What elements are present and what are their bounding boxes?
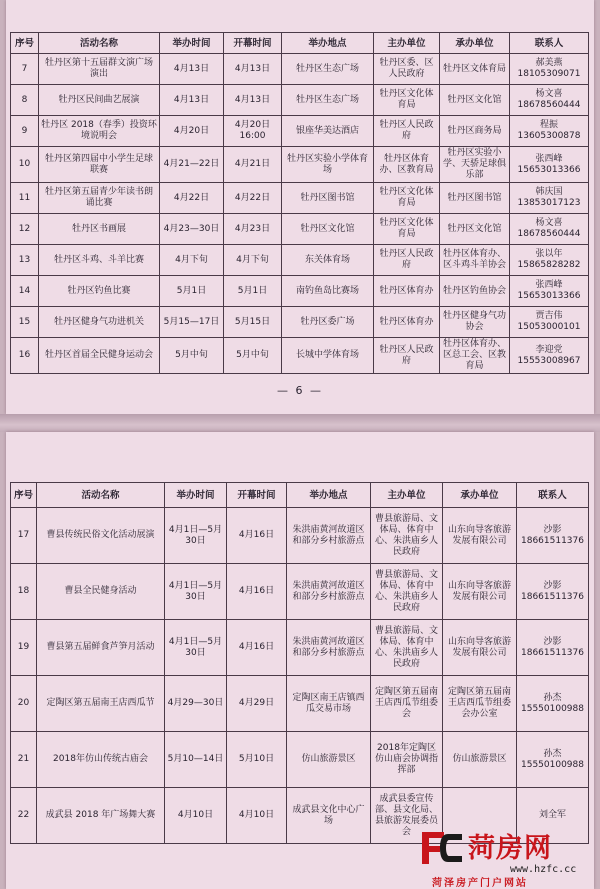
organizer-unit-cell: 牡丹区文体育局 (440, 54, 510, 85)
venue-cell: 仿山旅游景区 (287, 732, 371, 788)
event-time-cell: 5月中旬 (160, 338, 224, 374)
venue-cell: 东关体育场 (282, 245, 374, 276)
contact-person-cell: 张西峰 15653013366 (510, 147, 589, 183)
opening-time-cell: 4月下旬 (224, 245, 282, 276)
venue-cell: 朱洪庙黄河故道区和部分乡村旅游点 (287, 508, 371, 564)
column-header: 联系人 (517, 483, 589, 508)
venue-cell: 朱洪庙黄河故道区和部分乡村旅游点 (287, 564, 371, 620)
venue-cell: 牡丹区文化馆 (282, 214, 374, 245)
column-header: 举办时间 (165, 483, 227, 508)
table-row (11, 508, 589, 564)
event-time-cell: 5月15—17日 (160, 307, 224, 338)
venue-cell: 牡丹区实验小学体育场 (282, 147, 374, 183)
event-time-cell: 4月23—30日 (160, 214, 224, 245)
row-number-cell: 7 (11, 54, 39, 85)
table-row (11, 183, 589, 214)
logo-name: 菏房网 (468, 833, 552, 864)
contact-person-cell: 孙杰 15550100988 (517, 676, 589, 732)
event-time-cell: 4月29—30日 (165, 676, 227, 732)
row-number-cell: 17 (11, 508, 37, 564)
table-row (11, 245, 589, 276)
organizer-unit-cell: 定陶区第五届南王店西瓜节组委会办公室 (443, 676, 517, 732)
host-unit-cell: 牡丹区体育办 (374, 307, 440, 338)
organizer-unit-cell: 牡丹区健身气功协会 (440, 307, 510, 338)
opening-time-cell: 4月10日 (227, 788, 287, 844)
table-row (11, 564, 589, 620)
row-number-cell: 21 (11, 732, 37, 788)
venue-cell: 银座华美达酒店 (282, 116, 374, 147)
venue-cell: 南钓鱼岛比赛场 (282, 276, 374, 307)
activity-name-cell: 牡丹区钓鱼比赛 (39, 276, 160, 307)
column-header: 举办时间 (160, 33, 224, 54)
contact-person-cell: 贾吉伟 15053000101 (510, 307, 589, 338)
activity-name-cell: 牡丹区第五届青少年读书朗诵比赛 (39, 183, 160, 214)
table-row (11, 620, 589, 676)
row-number-cell: 8 (11, 85, 39, 116)
contact-person-cell: 张西峰 15653013366 (510, 276, 589, 307)
row-number-cell: 22 (11, 788, 37, 844)
column-header: 开幕时间 (227, 483, 287, 508)
row-number-cell: 18 (11, 564, 37, 620)
event-time-cell: 4月1日—5月30日 (165, 564, 227, 620)
table-row (11, 338, 589, 374)
logo-mark-icon (418, 828, 466, 868)
opening-time-cell: 4月23日 (224, 214, 282, 245)
column-header: 举办地点 (287, 483, 371, 508)
page-gap (0, 414, 600, 432)
page-number: — 6 — (277, 384, 323, 397)
column-header: 联系人 (510, 33, 589, 54)
activity-name-cell: 牡丹区民间曲艺展演 (39, 85, 160, 116)
host-unit-cell: 牡丹区文化体育局 (374, 85, 440, 116)
opening-time-cell: 4月29日 (227, 676, 287, 732)
contact-person-cell: 孙杰 15550100988 (517, 732, 589, 788)
contact-person-cell: 沙影 18661511376 (517, 620, 589, 676)
column-header: 举办地点 (282, 33, 374, 54)
event-time-cell: 5月10—14日 (165, 732, 227, 788)
event-time-cell: 4月1日—5月30日 (165, 620, 227, 676)
venue-cell: 牡丹区生态广场 (282, 54, 374, 85)
opening-time-cell: 4月16日 (227, 564, 287, 620)
host-unit-cell: 曹县旅游局、文体局、体育中心、朱洪庙乡人民政府 (371, 508, 443, 564)
column-header: 序号 (11, 33, 39, 54)
venue-cell: 成武县文化中心广场 (287, 788, 371, 844)
opening-time-cell: 4月21日 (224, 147, 282, 183)
organizer-unit-cell: 牡丹区钓鱼协会 (440, 276, 510, 307)
table-row (11, 276, 589, 307)
event-time-cell: 4月20日 (160, 116, 224, 147)
table-row (11, 147, 589, 183)
host-unit-cell: 牡丹区人民政府 (374, 245, 440, 276)
activity-name-cell: 牡丹区第十五届群文演广场演出 (39, 54, 160, 85)
table-row (11, 116, 589, 147)
logo-url: www.hzfc.cc (510, 864, 577, 875)
contact-person-cell: 郝美燕 18105309071 (510, 54, 589, 85)
table-row (11, 676, 589, 732)
event-time-cell: 4月10日 (165, 788, 227, 844)
opening-time-cell: 5月10日 (227, 732, 287, 788)
row-number-cell: 12 (11, 214, 39, 245)
event-time-cell: 5月1日 (160, 276, 224, 307)
activity-name-cell: 定陶区第五届南王店西瓜节 (37, 676, 165, 732)
organizer-unit-cell: 牡丹区体育办、区总工会、区教育局 (440, 338, 510, 374)
row-number-cell: 11 (11, 183, 39, 214)
contact-person-cell: 李迎党 15553008967 (510, 338, 589, 374)
contact-person-cell: 杨文喜 18678560444 (510, 85, 589, 116)
column-header: 序号 (11, 483, 37, 508)
activity-name-cell: 牡丹区第四届中小学生足球联赛 (39, 147, 160, 183)
contact-person-cell: 杨文喜 18678560444 (510, 214, 589, 245)
host-unit-cell: 曹县旅游局、文体局、体育中心、朱洪庙乡人民政府 (371, 564, 443, 620)
table-header-row (11, 483, 589, 508)
organizer-unit-cell: 牡丹区商务局 (440, 116, 510, 147)
opening-time-cell: 5月中旬 (224, 338, 282, 374)
host-unit-cell: 牡丹区委、区人民政府 (374, 54, 440, 85)
logo-slogan: 菏泽房产门户网站 (432, 878, 528, 889)
contact-person-cell: 程振 13605300878 (510, 116, 589, 147)
contact-person-cell: 沙影 18661511376 (517, 564, 589, 620)
column-header: 开幕时间 (224, 33, 282, 54)
activity-name-cell: 牡丹区书画展 (39, 214, 160, 245)
table-header-row (11, 33, 589, 54)
column-header: 活动名称 (39, 33, 160, 54)
row-number-cell: 20 (11, 676, 37, 732)
contact-person-cell: 张以年 15865828282 (510, 245, 589, 276)
host-unit-cell: 成武县委宣传部、县文化局、县旅游发展委员会 (371, 788, 443, 844)
event-time-cell: 4月21—22日 (160, 147, 224, 183)
column-header: 承办单位 (440, 33, 510, 54)
opening-time-cell: 4月13日 (224, 54, 282, 85)
venue-cell: 牡丹区图书馆 (282, 183, 374, 214)
row-number-cell: 13 (11, 245, 39, 276)
activity-table-bottom (10, 482, 589, 844)
host-unit-cell: 牡丹区体育办 (374, 276, 440, 307)
row-number-cell: 15 (11, 307, 39, 338)
host-unit-cell: 牡丹区体育办、区教育局 (374, 147, 440, 183)
venue-cell: 牡丹区生态广场 (282, 85, 374, 116)
activity-name-cell: 2018年仿山传统古庙会 (37, 732, 165, 788)
row-number-cell: 9 (11, 116, 39, 147)
activity-name-cell: 成武县 2018 年广场舞大赛 (37, 788, 165, 844)
organizer-unit-cell: 山东向导客旅游发展有限公司 (443, 620, 517, 676)
row-number-cell: 14 (11, 276, 39, 307)
venue-cell: 长城中学体育场 (282, 338, 374, 374)
venue-cell: 牡丹区委广场 (282, 307, 374, 338)
venue-cell: 朱洪庙黄河故道区和部分乡村旅游点 (287, 620, 371, 676)
activity-name-cell: 曹县全民健身活动 (37, 564, 165, 620)
host-unit-cell: 牡丹区文化体育局 (374, 183, 440, 214)
organizer-unit-cell: 山东向导客旅游发展有限公司 (443, 508, 517, 564)
organizer-unit-cell: 牡丹区体育办、区斗鸡斗羊协会 (440, 245, 510, 276)
organizer-unit-cell: 山东向导客旅游发展有限公司 (443, 564, 517, 620)
organizer-unit-cell: 仿山旅游景区 (443, 732, 517, 788)
event-time-cell: 4月22日 (160, 183, 224, 214)
opening-time-cell: 5月1日 (224, 276, 282, 307)
column-header: 承办单位 (443, 483, 517, 508)
column-header: 活动名称 (37, 483, 165, 508)
activity-name-cell: 牡丹区斗鸡、斗羊比赛 (39, 245, 160, 276)
opening-time-cell: 4月16日 (227, 620, 287, 676)
activity-table-top (10, 32, 589, 374)
row-number-cell: 16 (11, 338, 39, 374)
activity-name-cell: 曹县第五届鲜食芦笋月活动 (37, 620, 165, 676)
table-row (11, 307, 589, 338)
document-page-6 (6, 0, 594, 414)
event-time-cell: 4月1日—5月30日 (165, 508, 227, 564)
event-time-cell: 4月13日 (160, 85, 224, 116)
opening-time-cell: 4月22日 (224, 183, 282, 214)
host-unit-cell: 曹县旅游局、文体局、体育中心、朱洪庙乡人民政府 (371, 620, 443, 676)
table-row (11, 732, 589, 788)
column-header: 主办单位 (371, 483, 443, 508)
table-row (11, 54, 589, 85)
row-number-cell: 19 (11, 620, 37, 676)
opening-time-cell: 5月15日 (224, 307, 282, 338)
activity-name-cell: 曹县传统民俗文化活动展演 (37, 508, 165, 564)
organizer-unit-cell: 牡丹区文化馆 (440, 85, 510, 116)
contact-person-cell: 沙影 18661511376 (517, 508, 589, 564)
venue-cell: 定陶区南王店镇西瓜交易市场 (287, 676, 371, 732)
organizer-unit-cell: 牡丹区文化馆 (440, 214, 510, 245)
contact-person-cell: 韩庆国 13853017123 (510, 183, 589, 214)
host-unit-cell: 定陶区第五届南王店西瓜节组委会 (371, 676, 443, 732)
host-unit-cell: 牡丹区人民政府 (374, 338, 440, 374)
organizer-unit-cell: 牡丹区图书馆 (440, 183, 510, 214)
opening-time-cell: 4月13日 (224, 85, 282, 116)
column-header: 主办单位 (374, 33, 440, 54)
organizer-unit-cell: 牡丹区实验小学、天骄足球俱乐部 (440, 147, 510, 183)
host-unit-cell: 牡丹区人民政府 (374, 116, 440, 147)
table-row (11, 214, 589, 245)
contact-person-cell: 刘全军 (517, 788, 589, 844)
opening-time-cell: 4月16日 (227, 508, 287, 564)
host-unit-cell: 2018年定陶区仿山庙会协调指挥部 (371, 732, 443, 788)
activity-name-cell: 牡丹区 2018（春季）投资环境说明会 (39, 116, 160, 147)
row-number-cell: 10 (11, 147, 39, 183)
activity-name-cell: 牡丹区健身气功进机关 (39, 307, 160, 338)
host-unit-cell: 牡丹区文化体育局 (374, 214, 440, 245)
event-time-cell: 4月13日 (160, 54, 224, 85)
activity-name-cell: 牡丹区首届全民健身运动会 (39, 338, 160, 374)
table-row (11, 85, 589, 116)
event-time-cell: 4月下旬 (160, 245, 224, 276)
site-logo (418, 820, 596, 889)
opening-time-cell: 4月20日 16:00 (224, 116, 282, 147)
